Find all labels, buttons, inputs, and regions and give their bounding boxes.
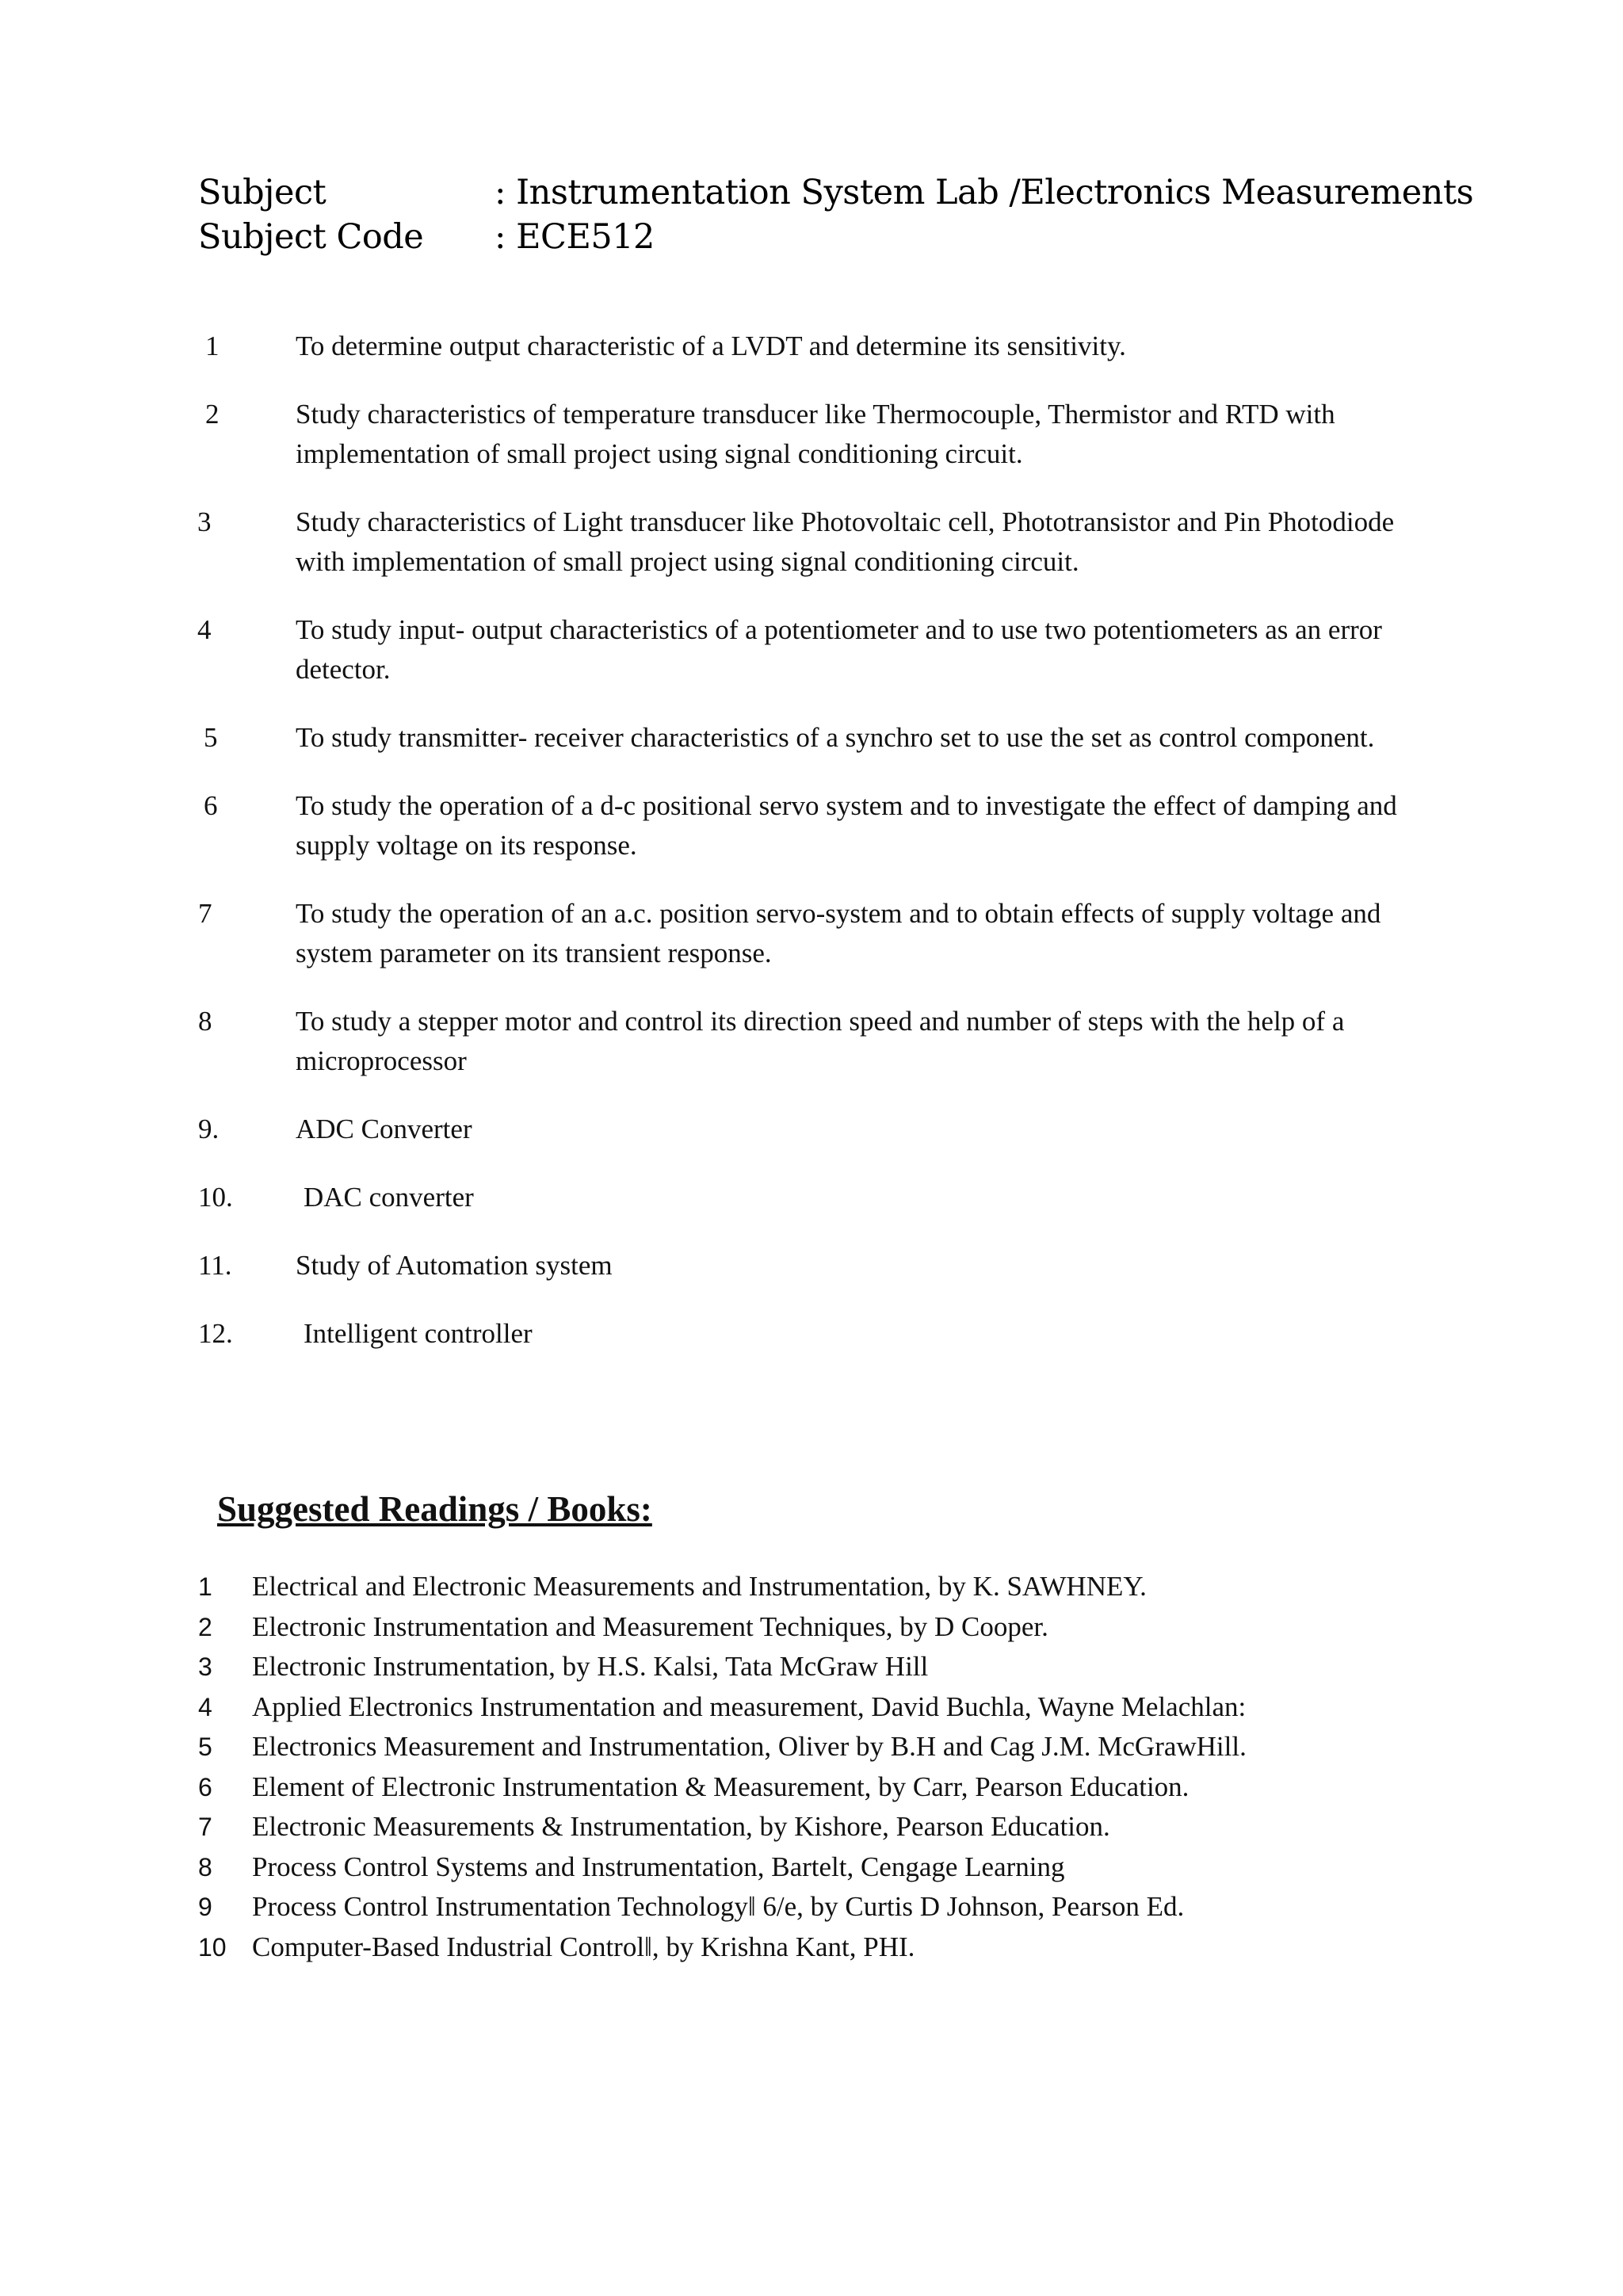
experiment-text: Intelligent controller (304, 1318, 533, 1349)
experiment-text: To study the operation of an a.c. position servo-system and to obtain effects of supply voltage and system parameter on its transient response. (296, 898, 1381, 968)
reading-text: Electronic Measurements & Instrumentation, by Kishore, Pearson Education. (252, 1811, 1110, 1842)
reading-text: Electronic Instrumentation and Measurement Techniques, by D Cooper. (252, 1610, 1048, 1642)
experiment-text: To study transmitter- receiver characteristics of a synchro set to use the set as control component. (296, 722, 1375, 753)
reading-number: 1 (198, 1572, 212, 1601)
subject-header (198, 170, 1473, 259)
subject-label: Subject (198, 173, 327, 212)
experiment-item (0, 502, 1623, 582)
reading-item (0, 1887, 1623, 1927)
readings-list (0, 1567, 1623, 1967)
reading-number: 3 (198, 1652, 212, 1681)
experiment-text: Study of Automation system (296, 1250, 613, 1281)
reading-text: Process Control Systems and Instrumentation, Bartelt, Cengage Learning (252, 1851, 1065, 1882)
experiment-item (0, 610, 1623, 690)
reading-item (0, 1847, 1623, 1888)
reading-item (0, 1647, 1623, 1687)
reading-item (0, 1607, 1623, 1648)
experiment-number: 7 (198, 898, 212, 929)
readings-heading: Suggested Readings / Books: (217, 1489, 652, 1529)
experiment-text: To study the operation of a d-c positional servo system and to investigate the effect of damping and supply voltage on its response. (296, 790, 1397, 861)
experiment-list (0, 327, 1623, 1382)
reading-number: 10 (198, 1932, 227, 1962)
reading-text: Process Control Instrumentation Technology‖ 6/e, by Curtis D Johnson, Pearson Ed. (252, 1891, 1185, 1922)
reading-item (0, 1567, 1623, 1607)
experiment-text: Study characteristics of Light transducer like Photovoltaic cell, Phototransistor and Pin Photodiode with implementation of small project using signal conditioning circuit. (296, 506, 1395, 577)
experiment-item (0, 1002, 1623, 1081)
experiment-number: 11. (198, 1250, 232, 1281)
experiment-item (0, 395, 1623, 474)
reading-text: Electronics Measurement and Instrumentation, Oliver by B.H and Cag J.M. McGrawHill. (252, 1731, 1247, 1762)
reading-item (0, 1927, 1623, 1968)
experiment-text: To study input- output characteristics of a potentiometer and to use two potentiometers as an error detector. (296, 614, 1382, 685)
subject-code-value: : ECE512 (495, 217, 655, 257)
experiment-item (0, 894, 1623, 973)
subject-row (198, 170, 1473, 215)
experiment-number: 5 (204, 722, 218, 753)
experiment-item (0, 327, 1623, 366)
reading-number: 6 (198, 1772, 212, 1801)
experiment-number: 1 (205, 330, 220, 361)
experiment-item (0, 786, 1623, 865)
subject-code-row (198, 215, 1473, 259)
reading-text: Electronic Instrumentation, by H.S. Kalsi, Tata McGraw Hill (252, 1651, 929, 1682)
reading-number: 8 (198, 1852, 212, 1881)
experiment-number: 12. (198, 1318, 233, 1349)
reading-text: Applied Electronics Instrumentation and measurement, David Buchla, Wayne Melachlan: (252, 1690, 1247, 1722)
reading-number: 9 (198, 1893, 212, 1921)
reading-text: Element of Electronic Instrumentation & Measurement, by Carr, Pearson Education. (252, 1771, 1190, 1802)
experiment-item (0, 1246, 1623, 1286)
experiment-item (0, 718, 1623, 758)
experiment-number: 9. (198, 1114, 220, 1144)
reading-text: Computer-Based Industrial Control‖, by Krishna Kant, PHI. (252, 1931, 915, 1962)
reading-item (0, 1767, 1623, 1808)
reading-text: Electrical and Electronic Measurements and Instrumentation, by K. SAWHNEY. (252, 1571, 1147, 1602)
experiment-text: To study a stepper motor and control its direction speed and number of steps with the help of a microprocessor (296, 1006, 1345, 1076)
reading-number: 7 (198, 1813, 212, 1841)
experiment-number: 6 (204, 790, 218, 821)
reading-item (0, 1807, 1623, 1847)
experiment-number: 4 (197, 614, 212, 645)
reading-item (0, 1687, 1623, 1728)
reading-number: 2 (198, 1612, 212, 1641)
experiment-text: ADC Converter (296, 1114, 472, 1144)
experiment-item (0, 1178, 1623, 1217)
reading-number: 4 (198, 1692, 212, 1721)
subject-value: : Instrumentation System Lab /Electronics Measurements (495, 173, 1474, 212)
experiment-number: 10. (198, 1182, 233, 1213)
experiment-item (0, 1314, 1623, 1354)
reading-number: 5 (198, 1733, 212, 1761)
subject-code-label: Subject Code (198, 217, 424, 257)
experiment-item (0, 1110, 1623, 1149)
experiment-number: 8 (198, 1006, 212, 1037)
reading-item (0, 1727, 1623, 1767)
experiment-number: 3 (197, 506, 212, 537)
experiment-text: DAC converter (304, 1182, 474, 1213)
experiment-number: 2 (205, 399, 220, 430)
experiment-text: Study characteristics of temperature transducer like Thermocouple, Thermistor and RTD with implementation of small project using signal conditioning circuit. (296, 399, 1335, 469)
experiment-text: To determine output characteristic of a LVDT and determine its sensitivity. (296, 330, 1126, 361)
